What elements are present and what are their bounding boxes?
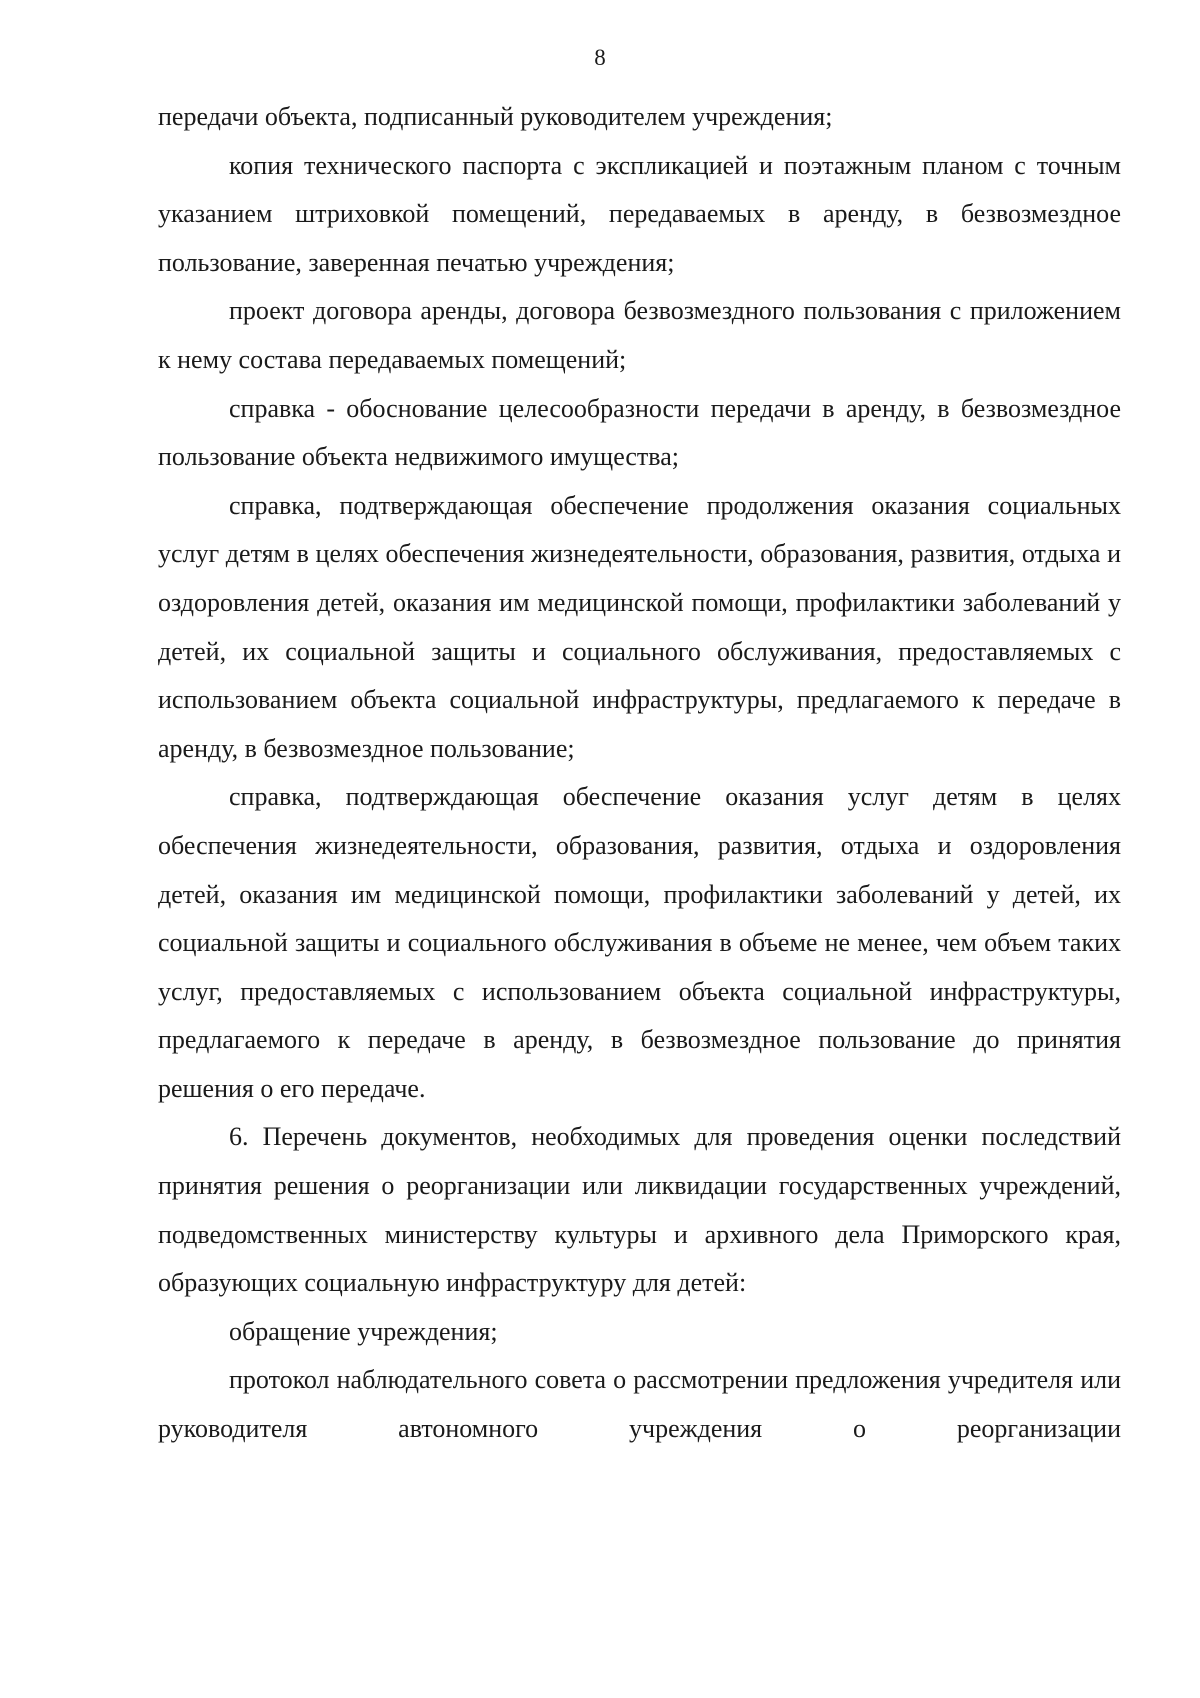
paragraph-justification: справка - обоснование целесообразности передачи в аренду, в безвозмездное пользование объекта недвижимого имущества; — [158, 393, 1121, 472]
paragraph-tech-passport: копия технического паспорта с экспликацией и поэтажным планом с точным указанием штриховкой помещений, передаваемых в аренду, в безвозмездное пользование, заверенная печатью учреждения; — [158, 150, 1121, 277]
page-number: 8 — [594, 45, 606, 70]
paragraph-continuation-of-services: справка, подтверждающая обеспечение продолжения оказания социальных услуг детям в целях обеспечения жизнедеятельности, образования, развития, отдыха и оздоровления детей, оказания им медицинской помощи, профилактики заболеваний у детей, их социальной защиты и социального обслуживания, предоставляемых с использованием объекта социальной инфраструктуры, предлагаемого к передаче в аренду, в безвозмездное пользование; — [158, 490, 1121, 763]
paragraph-service-provision: справка, подтверждающая обеспечение оказания услуг детям в целях обеспечения жизнедеятельности, образования, развития, отдыха и оздоровления детей, оказания им медицинской помощи, профилактики заболеваний у детей, их социальной защиты и социального обслуживания в объеме не менее, чем объем таких услуг, предоставляемых с использованием объекта социальной инфраструктуры, предлагаемого к передаче в аренду, в безвозмездное пользование до принятия решения о его передаче. — [158, 782, 1121, 1103]
paragraph-supervisory-protocol: протокол наблюдательного совета о рассмотрении предложения учредителя или руководителя автономного учреждения о реорганизации — [158, 1365, 1121, 1444]
document-body — [158, 93, 1121, 1454]
paragraph-institution-request: обращение учреждения; — [229, 1316, 498, 1346]
paragraph-section-6: 6. Перечень документов, необходимых для проведения оценки последствий принятия решения о реорганизации или ликвидации государственных учреждений, подведомственных министерству культуры и архивного дела Приморского края, образующих социальную инфраструктуру для детей: — [158, 1122, 1121, 1298]
paragraph-draft-contract: проект договора аренды, договора безвозмездного пользования с приложением к нему состава передаваемых помещений; — [158, 296, 1121, 374]
paragraph-continuation: передачи объекта, подписанный руководителем учреждения; — [158, 102, 833, 131]
